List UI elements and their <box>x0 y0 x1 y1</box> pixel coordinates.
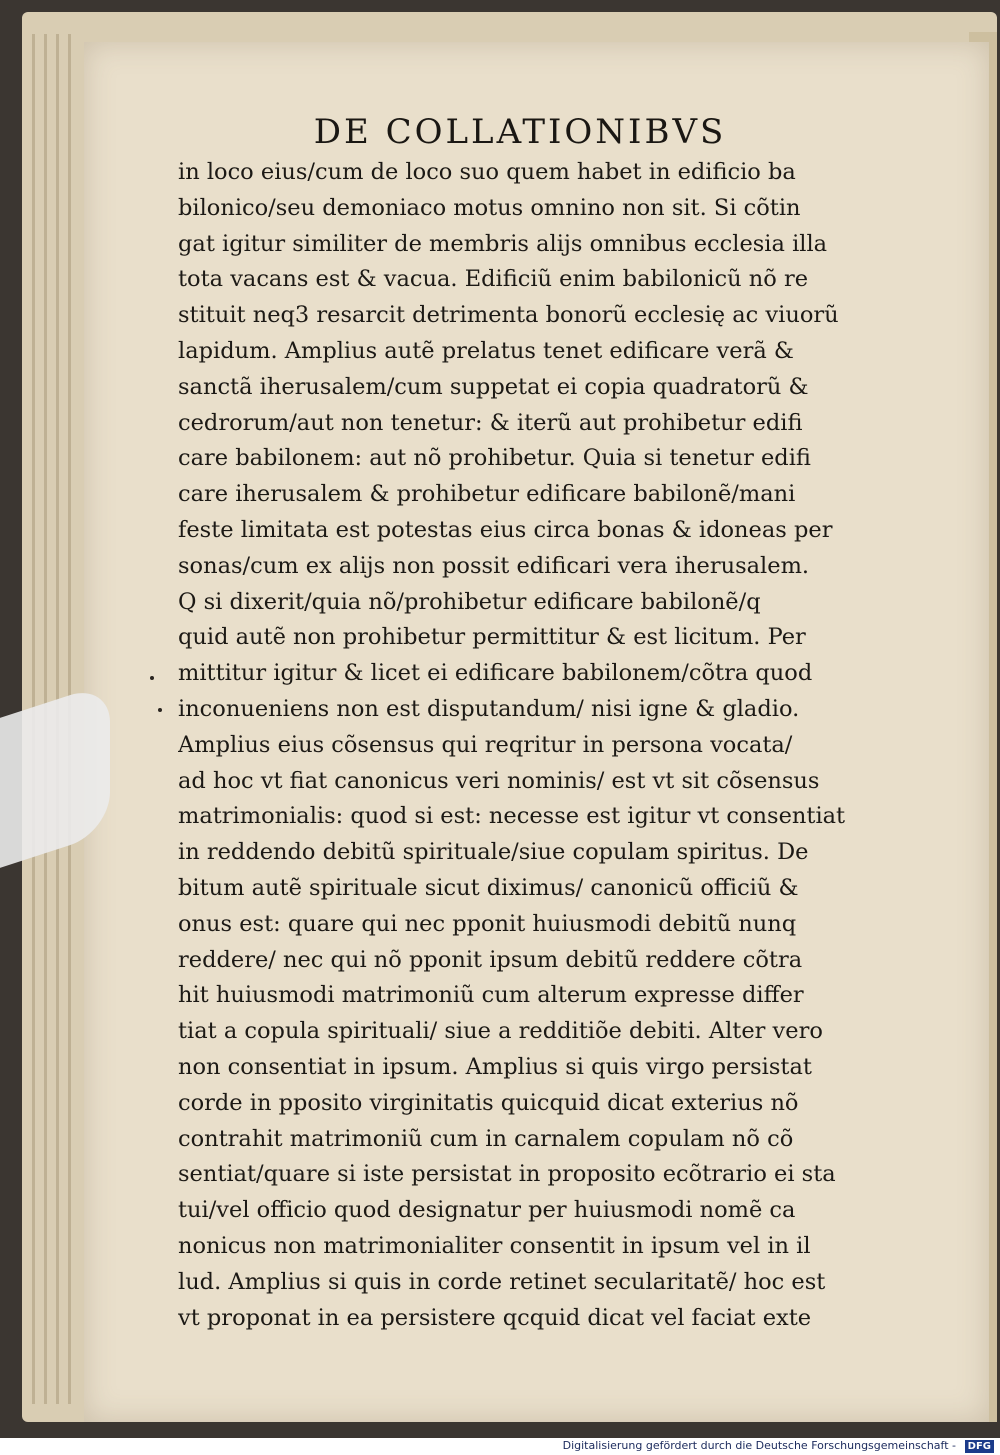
text-line: cedrorum/aut non tenetur: & iterũ aut prohibetur edifi <box>178 409 803 436</box>
text-line: sanctã iherusalem/cum suppetat ei copia quadratorũ & <box>178 373 809 400</box>
text-line: ad hoc vt fiat canonicus veri nominis/ est vt sit cõsensus <box>178 767 820 794</box>
text-line: contrahit matrimoniũ cum in carnalem copulam nõ cõ <box>178 1125 794 1152</box>
text-line: feste limitata est potestas eius circa bonas & idoneas per <box>178 516 833 543</box>
text-line: tui/vel officio quod designatur per huiusmodi nomẽ ca <box>178 1197 796 1224</box>
text-line: lapidum. Amplius autẽ prelatus tenet edificare verã & <box>178 337 794 364</box>
text-line: sonas/cum ex alijs non possit edificari vera iherusalem. <box>178 552 810 579</box>
running-head: DE COLLATIONIBVS <box>313 112 727 152</box>
text-line: vt proponat in ea persistere qcquid dicat vel faciat exte <box>178 1304 812 1331</box>
text-line: reddere/ nec qui nõ pponit ipsum debitũ reddere cõtra <box>178 946 803 973</box>
text-line: inconueniens non est disputandum/ nisi igne & gladio. <box>178 695 800 722</box>
text-line: care babilonem: aut nõ prohibetur. Quia si tenetur edifi <box>178 445 811 472</box>
text-line: mittitur igitur & licet ei edificare babilonem/cõtra quod <box>178 660 813 687</box>
text-line: sentiat/quare si iste persistat in proposito ecõtrario ei sta <box>178 1161 836 1188</box>
text-line: quid autẽ non prohibetur permittitur & est licitum. Per <box>178 624 806 651</box>
text-line: nonicus non matrimonialiter consentit in ipsum vel in il <box>178 1232 811 1259</box>
text-line: onus est: quare qui nec pponit huiusmodi debitũ nunq <box>178 910 797 937</box>
text-line: hit huiusmodi matrimoniũ cum alterum expresse differ <box>178 982 804 1009</box>
text-line: gat igitur similiter de membris alijs omnibus ecclesia illa <box>178 230 828 257</box>
text-line: non consentiat in ipsum. Amplius si quis virgo persistat <box>178 1053 812 1080</box>
text-line: Q si dixerit/quia nõ/prohibetur edificare babilonẽ/q <box>178 588 761 615</box>
text-line: Amplius eius cõsensus qui reqritur in persona vocata/ <box>178 731 793 758</box>
text-line: in reddendo debitũ spirituale/siue copulam spiritus. De <box>178 839 809 866</box>
margin-mark <box>158 708 162 712</box>
text-line: bilonico/seu demoniaco motus omnino non sit. Si cõtin <box>178 194 801 221</box>
text-line: corde in pposito virginitatis quicquid dicat exterius nõ <box>178 1089 799 1116</box>
text-line: matrimonialis: quod si est: necesse est igitur vt consentiat <box>178 803 846 830</box>
funding-credit: Digitalisierung gefördert durch die Deutsche Forschungsgemeinschaft - <box>562 1439 956 1452</box>
text-line: tiat a copula spirituali/ siue a redditiõe debiti. Alter vero <box>178 1018 823 1045</box>
text-line: care iherusalem & prohibetur edificare babilonẽ/mani <box>178 481 796 508</box>
margin-mark <box>150 676 154 680</box>
text-line: tota vacans est & vacua. Edificiũ enim babilonicũ nõ re <box>178 266 809 293</box>
text-block <box>178 155 858 1336</box>
text-line: lud. Amplius si quis in corde retinet secularitatẽ/ hoc est <box>178 1268 826 1295</box>
dfg-logo: DFG <box>965 1440 994 1453</box>
text-line: bitum autẽ spirituale sicut diximus/ canonicũ officiũ & <box>178 874 799 901</box>
text-line: stituit neq3 resarcit detrimenta bonorũ ecclesię ac viuorũ <box>178 302 839 329</box>
text-line: in loco eius/cum de loco suo quem habet in edificio ba <box>178 159 796 185</box>
